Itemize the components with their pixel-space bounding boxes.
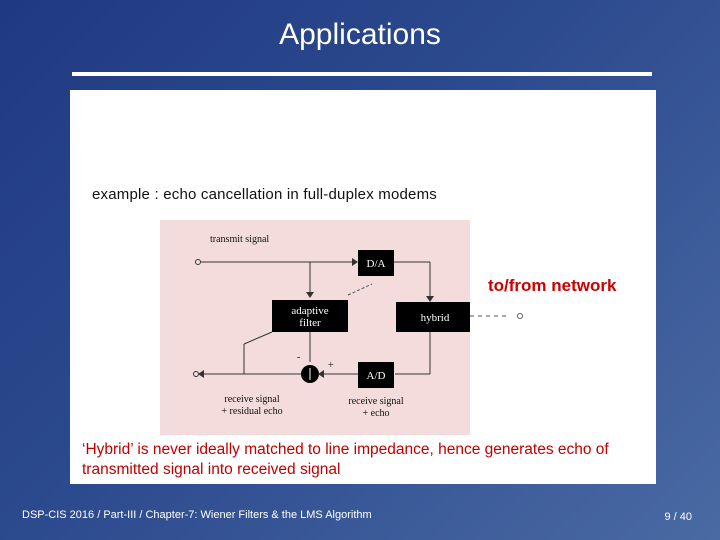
error-feedback-diagonal <box>244 332 272 344</box>
diagram-svg <box>160 220 470 435</box>
sum-input-arrow <box>318 370 324 378</box>
adaptive-filter-line2: filter <box>299 317 321 329</box>
output-terminal <box>194 372 199 377</box>
da-label: D/A <box>366 258 386 270</box>
title-underline <box>72 72 652 76</box>
transmit-arrow <box>352 258 358 266</box>
hybrid-input-arrow <box>426 296 434 302</box>
page-number: 9 / 40 <box>664 511 692 523</box>
receive-residual-line2: + residual echo <box>221 406 283 417</box>
transmit-input-terminal <box>196 260 201 265</box>
minus-sign: - <box>297 352 301 363</box>
receive-echo-line2: + echo <box>362 408 390 419</box>
example-heading: example : echo cancellation in full-duplex modems <box>92 186 437 203</box>
network-label: to/from network <box>488 276 617 295</box>
transmit-signal-label: transmit signal <box>210 234 270 245</box>
hybrid-label: hybrid <box>420 312 450 324</box>
echo-cancellation-diagram <box>160 220 470 435</box>
filter-input-arrow <box>306 292 314 298</box>
hybrid-note: ‘Hybrid’ is never ideally matched to line impedance, hence generates echo of transmitted signal into received signal <box>82 441 609 478</box>
network-terminal <box>518 314 523 319</box>
slide-title: Applications <box>279 18 441 51</box>
footer-text: DSP-CIS 2016 / Part-III / Chapter-7: Wiener Filters & the LMS Algorithm <box>22 509 372 521</box>
adaptation-arrow <box>348 284 372 295</box>
plus-sign: + <box>328 360 334 371</box>
receive-echo-line1: receive signal <box>348 396 404 407</box>
ad-label: A/D <box>366 370 386 382</box>
receive-residual-line1: receive signal <box>224 394 280 405</box>
adaptive-filter-line1: adaptive <box>291 305 329 317</box>
network-line-svg <box>470 302 530 326</box>
